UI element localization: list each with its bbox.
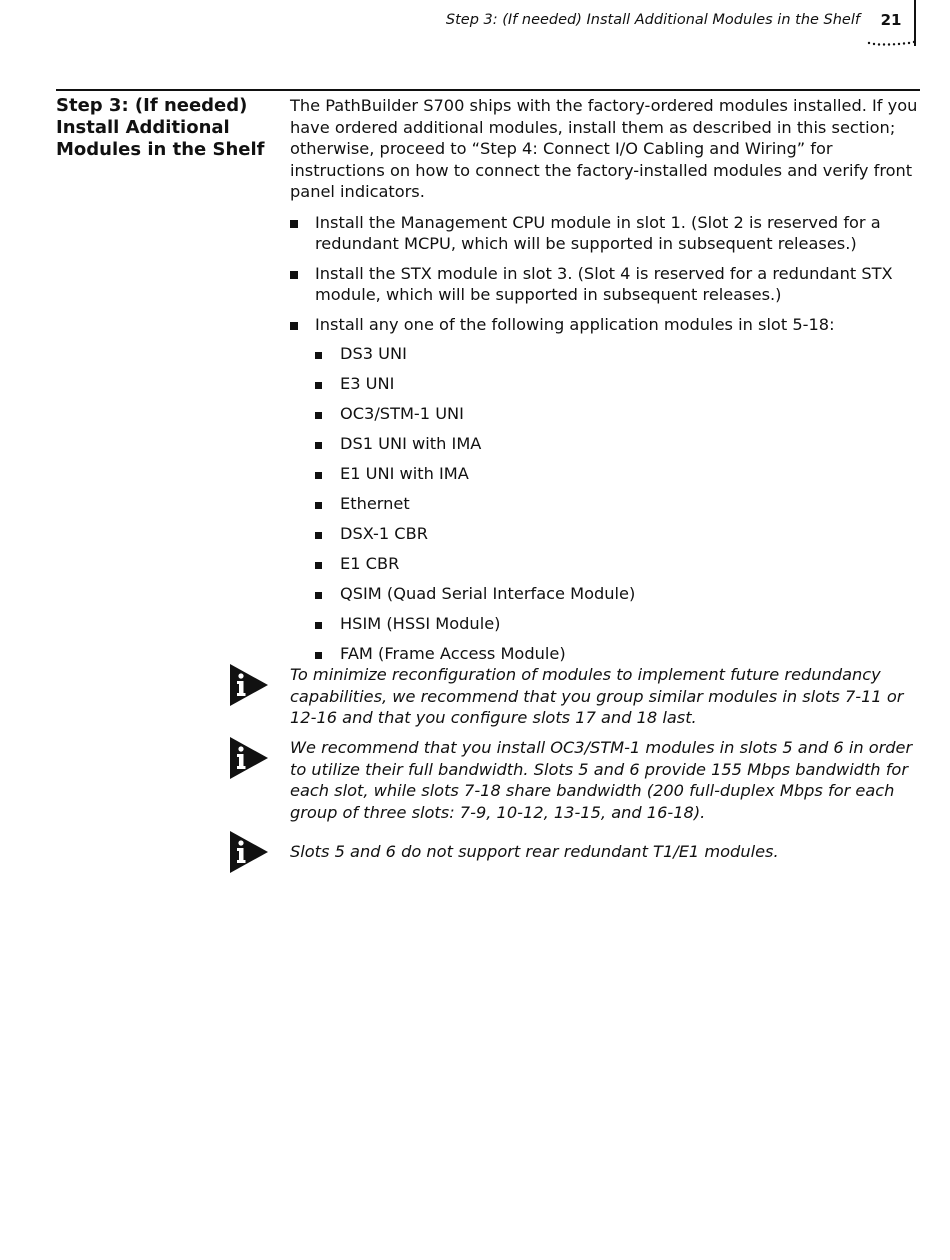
note-text: Slots 5 and 6 do not support rear redundant T1/E1 modules. bbox=[290, 842, 779, 861]
module-list-item: E1 UNI with IMA bbox=[315, 463, 920, 493]
module-list-item: DS1 UNI with IMA bbox=[315, 433, 920, 463]
module-list bbox=[315, 343, 920, 673]
section-heading: Step 3: (If needed) Install Additional Modules in the Shelf bbox=[56, 95, 265, 160]
intro-paragraph: The PathBuilder S700 ships with the factory-ordered modules installed. If you have ordered additional modules, install them as described in this section; otherwise, proceed to “Step 4: Connect I/O Cabling and Wiring” for instructions on how to connect the factory-installed modules and verify front panel indicators. bbox=[290, 96, 918, 201]
module-list-item: Ethernet bbox=[315, 493, 920, 523]
info-icon bbox=[230, 664, 268, 706]
module-list-item: DSX-1 CBR bbox=[315, 523, 920, 553]
instruction-item-mcpu: Install the Management CPU module in slot 1. (Slot 2 is reserved for a redundant MCPU, which will be supported in subsequent releases.) bbox=[290, 212, 920, 255]
module-list-item: OC3/STM-1 UNI bbox=[315, 403, 920, 433]
info-icon bbox=[230, 737, 268, 779]
page-number: 21 bbox=[880, 11, 902, 29]
section-body bbox=[290, 95, 920, 681]
module-list-item: FAM (Frame Access Module) bbox=[315, 643, 920, 673]
instruction-list bbox=[290, 212, 920, 674]
module-list-item: HSIM (HSSI Module) bbox=[315, 613, 920, 643]
module-list-item: QSIM (Quad Serial Interface Module) bbox=[315, 583, 920, 613]
running-header-title: Step 3: (If needed) Install Additional Modules in the Shelf bbox=[445, 12, 860, 28]
instruction-item-label: Install any one of the following application modules in slot 5-18: bbox=[315, 314, 835, 334]
note-text: We recommend that you install OC3/STM-1 modules in slots 5 and 6 in order to utilize their full bandwidth. Slots 5 and 6 provide 155 Mbps bandwidth for each slot, while slots 7-18 share bandwidth (200 full-duplex Mbps for each group of three slots: 7-9, 10-12, 13-15, and 16-18). bbox=[290, 738, 913, 822]
module-list-item: DS3 UNI bbox=[315, 343, 920, 373]
instruction-item-stx: Install the STX module in slot 3. (Slot 4 is reserved for a redundant STX module, which will be supported in subsequent releases.) bbox=[290, 263, 920, 306]
section-rule bbox=[56, 89, 920, 91]
info-icon bbox=[230, 831, 268, 873]
header-corner-dots bbox=[866, 38, 918, 46]
instruction-item-application-modules bbox=[290, 314, 920, 674]
module-list-item: E3 UNI bbox=[315, 373, 920, 403]
note-text: To minimize reconfiguration of modules to implement future redundancy capabilities, we recommend that you group similar modules in slots 7-11 or 12-16 and that you configure slots 17 and 18 last. bbox=[290, 665, 904, 727]
module-list-item: E1 CBR bbox=[315, 553, 920, 583]
